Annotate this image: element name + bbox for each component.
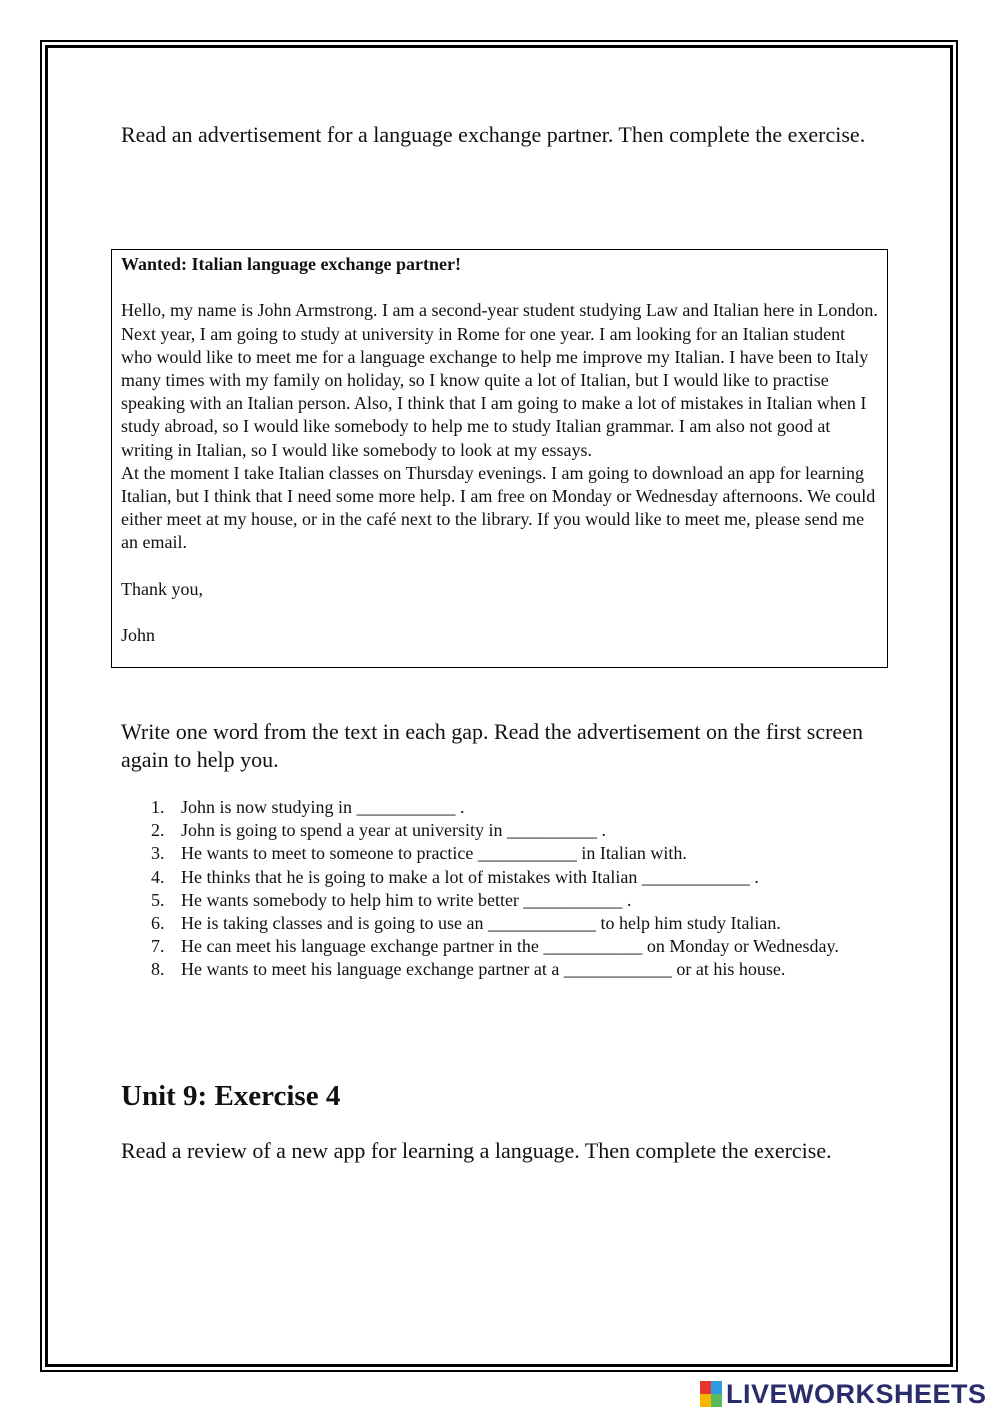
question-list	[121, 796, 881, 982]
question-number: 6.	[151, 913, 165, 934]
question-text: He is taking classes and is going to use an ____________ to help him study Italian.	[181, 913, 781, 934]
question-number: 3.	[151, 843, 165, 864]
question-item	[121, 912, 881, 935]
question-text: John is going to spend a year at university in __________ .	[181, 820, 606, 841]
question-text: He wants to meet to someone to practice ___________ in Italian with.	[181, 843, 687, 864]
question-text: He can meet his language exchange partner in the ___________ on Monday or Wednesday.	[181, 936, 839, 957]
question-text: He wants to meet his language exchange partner at a ____________ or at his house.	[181, 959, 786, 980]
question-item	[121, 866, 881, 889]
question-item	[121, 958, 881, 981]
intro-text: Read an advertisement for a language exchange partner. Then complete the exercise.	[121, 122, 866, 147]
question-number: 5.	[151, 889, 165, 910]
advertisement-signature: John	[121, 625, 156, 646]
review-intro-text: Read a review of a new app for learning a language. Then complete the exercise.	[121, 1138, 832, 1163]
liveworksheets-brand[interactable]	[700, 1378, 987, 1410]
brand-name: LIVEWORKSHEETS	[726, 1378, 987, 1409]
liveworksheets-logo-icon	[700, 1381, 722, 1407]
logo-square-yellow	[700, 1394, 711, 1407]
question-text: He wants somebody to help him to write better ___________ .	[181, 889, 632, 910]
question-item	[121, 819, 881, 842]
question-item	[121, 842, 881, 865]
logo-square-red	[700, 1381, 711, 1394]
question-number: 8.	[151, 959, 165, 980]
advertisement-paragraph-1: Hello, my name is John Armstrong. I am a second-year student studying Law and Italian here in London. Next year, I am going to study at university in Rome for one year. I am looking for an Italian student who would like to meet me for a language exchange to help me improve my Italian. I have been to Italy many times with my family on holiday, so I know quite a lot of Italian, but I would like to practise speaking with an Italian person. Also, I think that I am going to make a lot of mistakes in Italian when I study abroad, so I would like somebody to help me to study Italian grammar. I am also not good at writing in Italian, so I would like somebody to look at my essays.	[121, 300, 878, 460]
logo-square-green	[711, 1394, 722, 1407]
question-number: 4.	[151, 866, 165, 887]
advertisement-paragraph-2: At the moment I take Italian classes on Thursday evenings. I am going to download an app for learning Italian, but I think that I need some more help. I am free on Monday or Wednesday afternoons. We could either meet at my house, or in the café next to the library. If you would like to meet me, please send me an email.	[121, 462, 876, 553]
advertisement-title: Wanted: Italian language exchange partner!	[121, 254, 461, 274]
question-number: 1.	[151, 797, 165, 817]
question-item	[121, 796, 881, 819]
section-heading: Unit 9: Exercise 4	[121, 1080, 341, 1112]
question-item	[121, 935, 881, 958]
advertisement-closing: Thank you,	[121, 578, 203, 599]
page-border-inner	[45, 45, 953, 1367]
question-number: 2.	[151, 820, 165, 841]
question-number: 7.	[151, 936, 165, 957]
logo-square-blue	[711, 1381, 722, 1394]
question-text: John is now studying in ___________ .	[181, 797, 465, 817]
question-text: He thinks that he is going to make a lot of mistakes with Italian ____________ .	[181, 866, 759, 887]
exercise-instructions: Write one word from the text in each gap. Read the advertisement on the first screen again to help you.	[121, 719, 863, 772]
advertisement-box	[111, 249, 888, 668]
question-item	[121, 889, 881, 912]
